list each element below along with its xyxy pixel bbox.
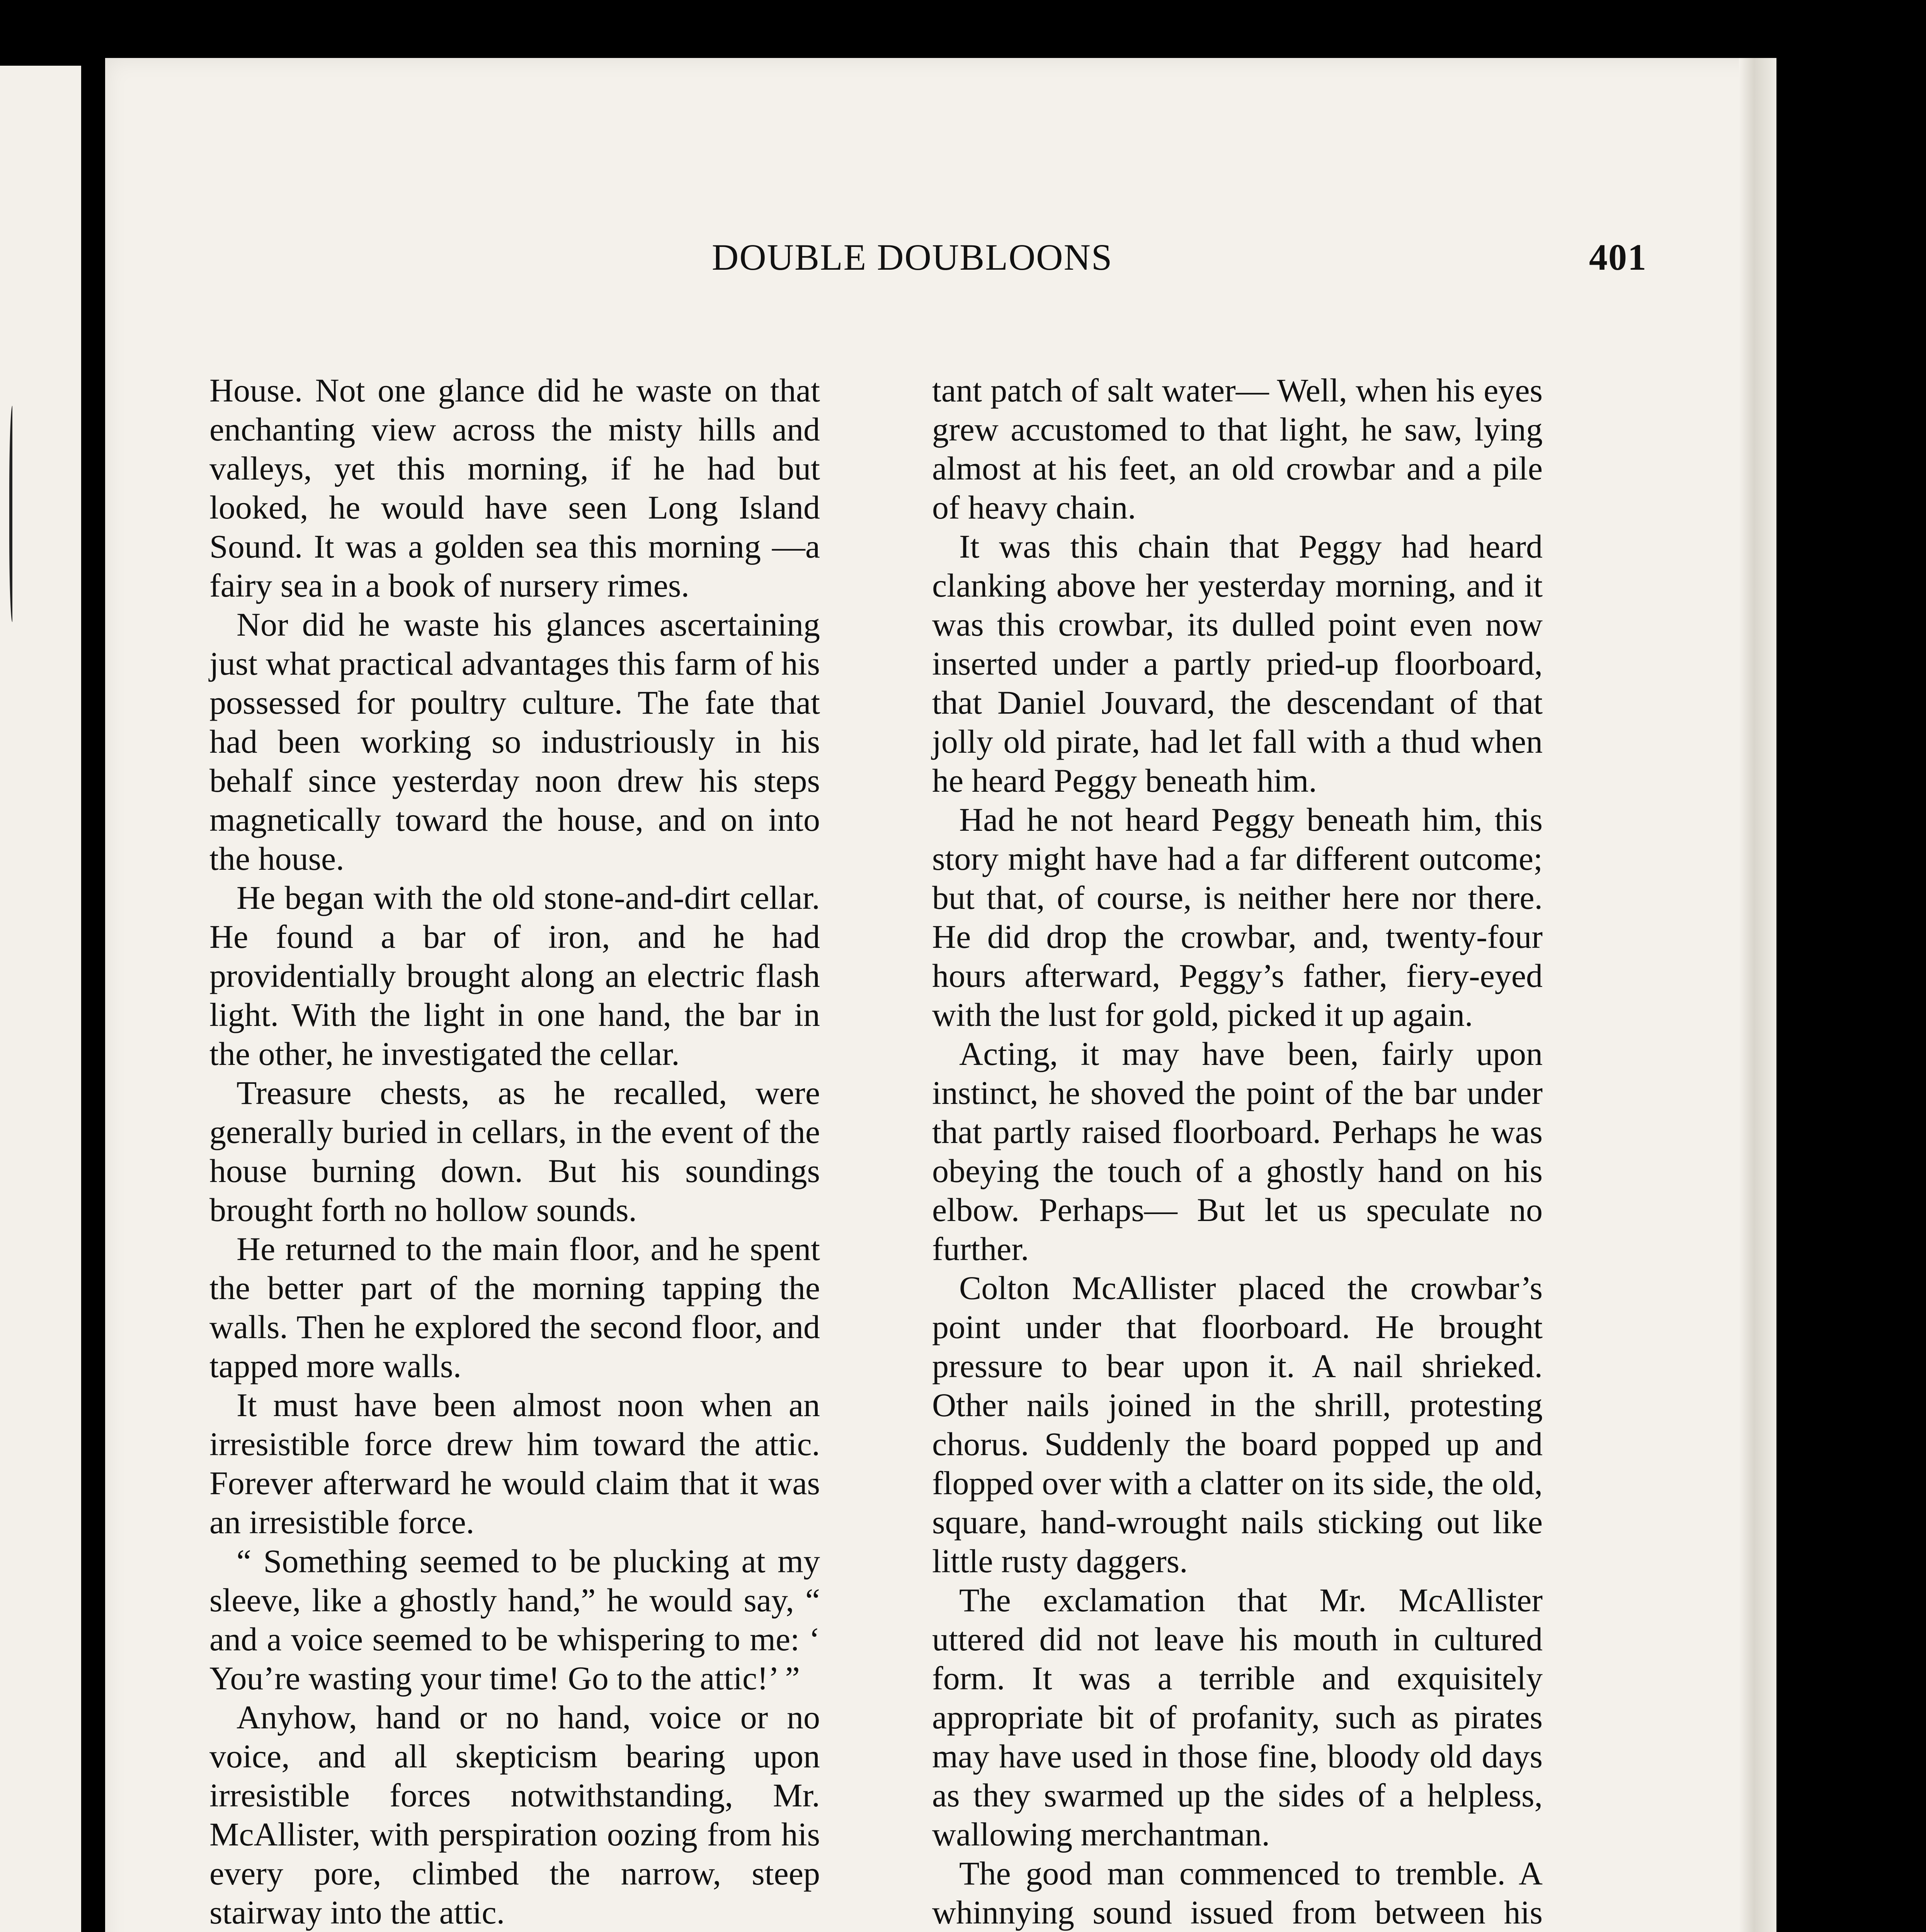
paragraph: Treasure chests, as he recalled, were generally buried in cellars, in the event of the house burning down. But his soundings brought forth no hollow sounds. bbox=[209, 1074, 820, 1228]
paragraph: “ Something seemed to be plucking at my sleeve, like a ghostly hand,” he would say, “ and a voice seemed to be whispering to me: ‘ You’re wasting your time! Go to the attic!’ ” bbox=[209, 1543, 820, 1697]
facing-page-ink-mark bbox=[9, 406, 17, 622]
paragraph: Colton McAllister placed the crowbar’s point under that floorboard. He brought pressure to bear upon it. A nail shrieked. Other nails joined in the shrill, protesting chorus. Suddenly the board popped up and flopped over with a clatter on its side, the old, square, hand-wrought nails sticking out like little rusty daggers. bbox=[932, 1269, 1543, 1580]
page-number: 401 bbox=[1589, 236, 1647, 278]
paragraph: It must have been almost noon when an irresistible force drew him toward the attic. Forever afterward he would claim that it was an irresistible force. bbox=[209, 1386, 820, 1541]
facing-page-edge bbox=[0, 66, 81, 1932]
page-edge-shadow bbox=[1739, 58, 1776, 1932]
right-column bbox=[932, 371, 1543, 1932]
paragraph: He returned to the main floor, and he spent the better part of the morning tapping the walls. Then he explored the second floor, and tapped more walls. bbox=[209, 1230, 820, 1384]
paragraph: The exclamation that Mr. McAllister uttered did not leave his mouth in cultured form. It was a terrible and exquisitely appropriate bit of profanity, such as pirates may have used in those fine, bloody old days as they swarmed up the sides of a helpless, wallowing merchantman. bbox=[932, 1582, 1543, 1853]
paragraph: House. Not one glance did he waste on that enchanting view across the misty hills and valleys, yet this morning, if he had but looked, he would have seen Long Island Sound. It was a golden sea this morning —a fairy sea in a book of nursery rimes. bbox=[209, 372, 820, 604]
left-column bbox=[209, 371, 820, 1932]
running-title: DOUBLE DOUBLOONS bbox=[712, 236, 1113, 278]
book-page bbox=[105, 58, 1776, 1932]
paragraph: Acting, it may have been, fairly upon instinct, he shoved the point of the bar under that partly raised floorboard. Perhaps he was obeying the touch of a ghostly hand on his elbow. Perhaps— But let us speculate no further. bbox=[932, 1035, 1543, 1267]
paragraph: tant patch of salt water— Well, when his eyes grew accustomed to that light, he saw, lying almost at his feet, an old crowbar and a pile of heavy chain. bbox=[932, 372, 1543, 526]
paragraph: The good man commenced to tremble. A whinnying sound issued from between his bbox=[932, 1855, 1543, 1931]
paragraph: Anyhow, hand or no hand, voice or no voice, and all skepticism bearing upon irresistible forces notwithstanding, Mr. McAllister, with perspiration oozing from his every pore, climbed the narrow, steep stairway into the attic. bbox=[209, 1699, 820, 1931]
paragraph: It was this chain that Peggy had heard clanking above her yesterday morning, and it was this crowbar, its dulled point even now inserted under a partly pried-up floorboard, that Daniel Jouvard, the descendant of that jolly old pirate, had let fall with a thud when he heard Peggy beneath him. bbox=[932, 528, 1543, 799]
paragraph: Nor did he waste his glances ascertaining just what practical advantages this farm of his possessed for poultry culture. The fate that had been working so industriously in his behalf since yesterday noon drew his steps magnetically toward the house, and on into the house. bbox=[209, 606, 820, 877]
paragraph: He began with the old stone-and-dirt cellar. He found a bar of iron, and he had providentially brought along an electric flash light. With the light in one hand, the bar in the other, he investigated the cellar. bbox=[209, 879, 820, 1072]
paragraph: Had he not heard Peggy beneath him, this story might have had a far different outcome; but that, of course, is neither here nor there. He did drop the crowbar, and, twenty-four hours afterward, Peggy’s father, fiery-eyed with the lust for gold, picked it up again. bbox=[932, 801, 1543, 1033]
